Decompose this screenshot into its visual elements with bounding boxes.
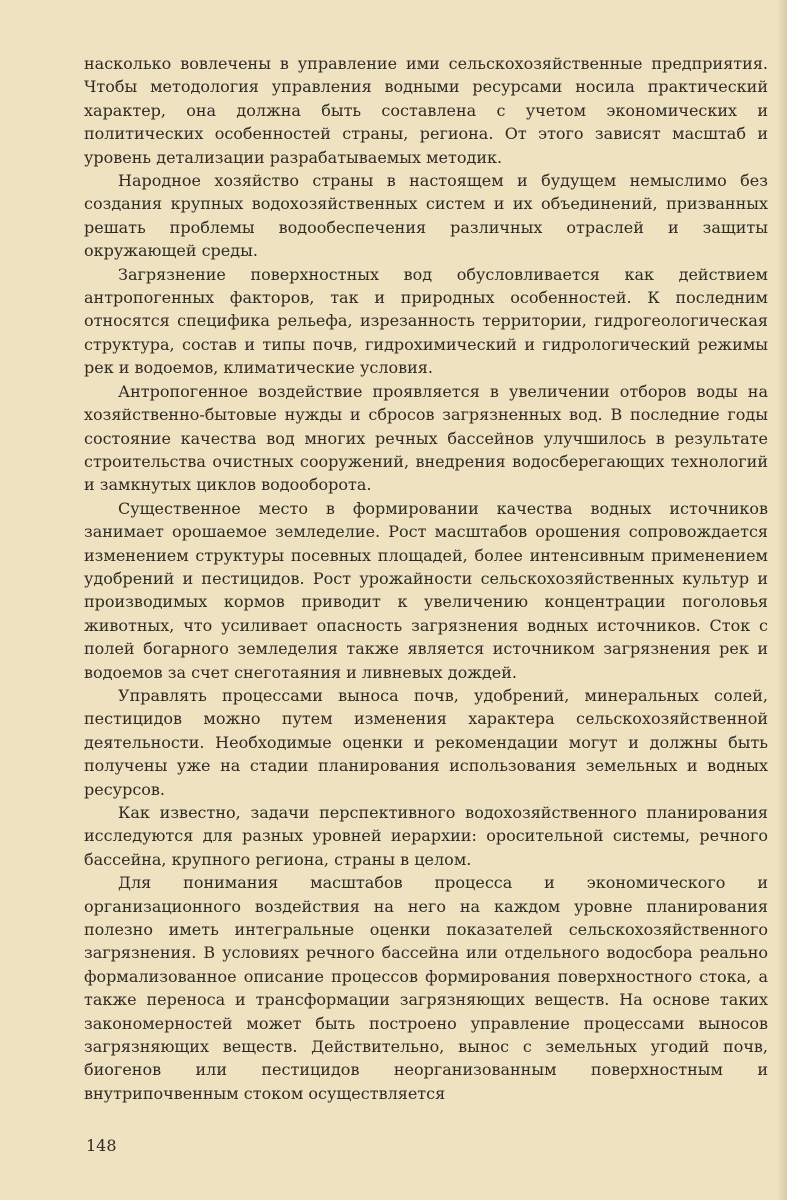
paragraph-4: Антропогенное воздействие проявляется в увеличении отборов воды на хозяйственно-бытовые нужды и сбросов загрязненных вод. В последние годы состояние качества вод многих речных бассейнов улучшилось в результате строительства очистных сооружений, внедрения водосберегающих технологий и замкнутых циклов водооборота. <box>84 381 768 495</box>
paragraph-6: Управлять процессами выноса почв, удобрений, минеральных солей, пестицидов можно путем изменения характера сельскохозяйственной деятельности. Необходимые оценки и рекомендации могут и должны быть получены уже на стадии планирования использования земельных и водных ресурсов. <box>84 685 768 799</box>
paragraph-7: Как известно, задачи перспективного водохозяйственного планирования исследуются для разных уровней иерархии: оросительной системы, речного бассейна, крупного региона, страны в целом. <box>84 803 768 869</box>
paragraph-2: Народное хозяйство страны в настоящем и будущем немыслимо без создания крупных водохозяйственных систем и их объединений, призванных решать проблемы водообеспечения различных отраслей и защиты окружающей среды. <box>84 171 768 261</box>
paragraph-5: Существенное место в формировании качества водных источников занимает орошаемое земледелие. Рост масштабов орошения сопровождается изменением структуры посевных площадей, более интенсивным применением удобрений и пестицидов. Рост урожайности сельскохозяйственных культур и производимых кормов приводит к увеличению концентрации поголовья животных, что усиливает опасность загрязнения водных источников. Сток с полей богарного земледелия также является источником загрязнения рек и водоемов за счет снеготаяния и ливневых дождей. <box>84 498 768 682</box>
body-text <box>84 52 768 1105</box>
paragraph-3: Загрязнение поверхностных вод обусловливается как действием антропогенных факторов, так и природных особенностей. К последним относятся специфика рельефа, изрезанность территории, гидрогеологическая структура, состав и типы почв, гидрохимический и гидрологический режимы рек и водоемов, климатические условия. <box>84 264 768 378</box>
page-edge-shadow <box>777 0 787 1200</box>
paragraph-8: Для понимания масштабов процесса и экономического и организационного воздействия на него на каждом уровне планирования полезно иметь интегральные оценки показателей сельскохозяйственного загрязнения. В условиях речного бассейна или отдельного водосбора реально формализованное описание процессов формирования поверхностного стока, а также переноса и трансформации загрязняющих веществ. На основе таких закономерностей может быть построено управление процессами выносов загрязняющих веществ. Действительно, вынос с земельных угодий почв, биогенов или пестицидов неорганизованным поверхностным и внутрипочвенным стоком осуществляется <box>84 873 768 1103</box>
page-number: 148 <box>86 1136 117 1155</box>
paragraph-1: насколько вовлечены в управление ими сельскохозяйственные предприятия. Чтобы методология управления водными ресурсами носила практический характер, она должна быть составлена с учетом экономических и политических особенностей страны, региона. От этого зависят масштаб и уровень детализации разрабатываемых методик. <box>84 54 768 167</box>
